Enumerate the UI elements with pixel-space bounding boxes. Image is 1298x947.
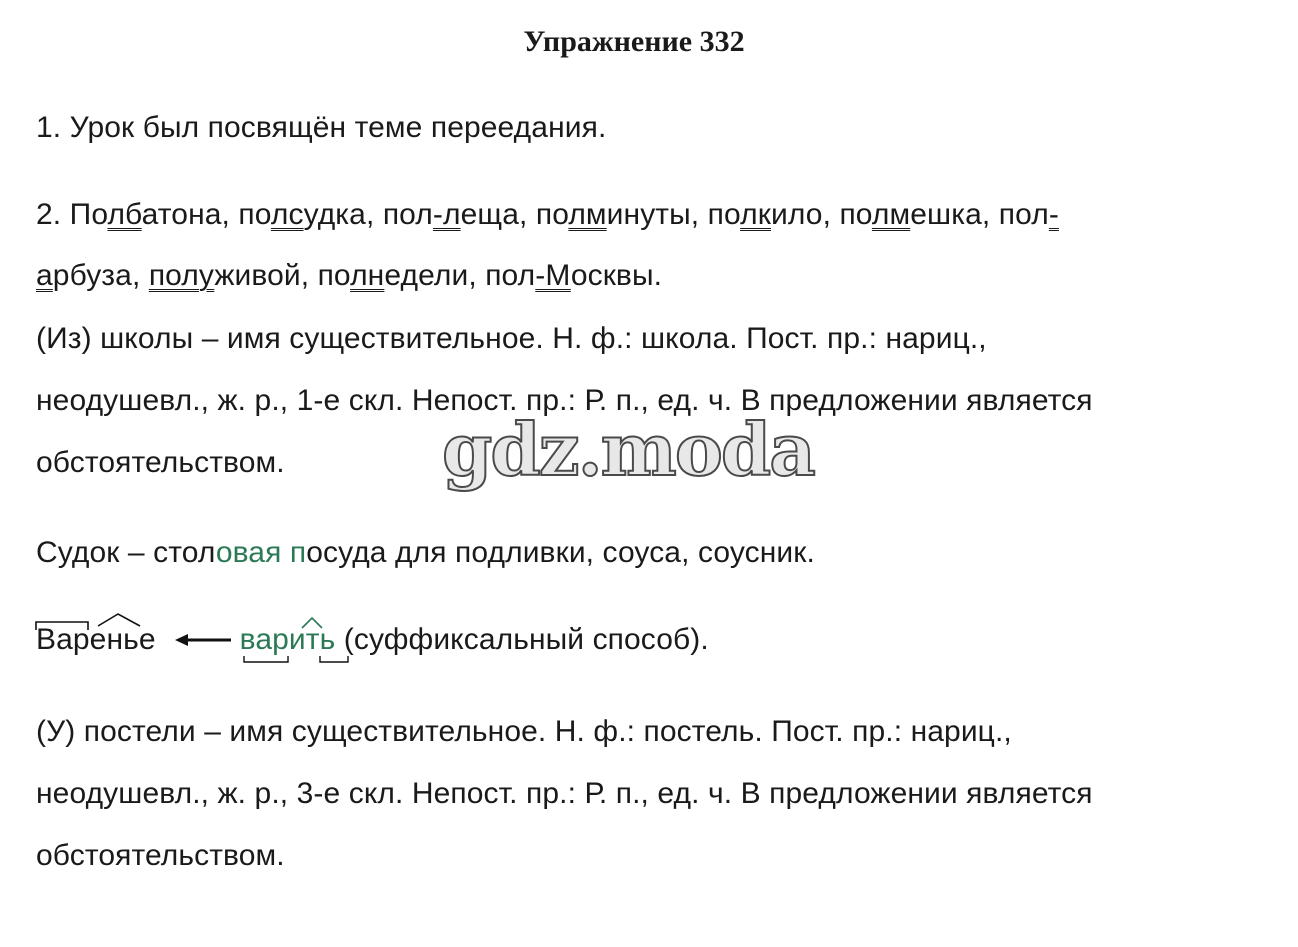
text-segment: живой, по: [214, 259, 351, 292]
text-segment: ешка, пол: [910, 198, 1049, 231]
left-arrow-icon: [175, 629, 233, 651]
sentence-2-line-1: [36, 195, 1059, 235]
text-segment: инуты, по: [606, 198, 741, 231]
text-segment: рбуза,: [52, 259, 149, 292]
underlined-letters: лм: [871, 198, 911, 231]
text-segment: 2. По: [36, 198, 108, 231]
parse-posteli-line-3: обстоятельством.: [36, 839, 285, 872]
underlined-letters: -М: [535, 259, 571, 292]
underlined-letters: лн: [350, 259, 385, 292]
word-formation-method: (суффиксальный способ).: [335, 623, 709, 656]
sentence-2-line-2: [36, 256, 662, 296]
parse-posteli-line-1: (У) постели – имя существительное. Н. ф.: постель. Пост. пр.: нариц.,: [36, 715, 1012, 748]
exercise-title: Упражнение 332: [523, 25, 745, 58]
text-segment: осквы.: [570, 259, 663, 292]
sudok-text-green: овая п: [215, 536, 307, 569]
text-segment: атона, по: [141, 198, 271, 231]
underlined-letters: а: [36, 259, 53, 292]
parse-shkoly-line-2: неодушевл., ж. р., 1-е скл. Непост. пр.: Р. п., ед. ч. В предложении является: [36, 384, 1093, 417]
sudok-definition: [36, 533, 815, 573]
underlined-letters: -: [1048, 198, 1059, 231]
parse-shkoly-line-3: обстоятельством.: [36, 446, 285, 479]
watermark-logo: gdz.moda: [442, 407, 814, 492]
underlined-letters: полу: [148, 259, 215, 292]
underlined-letters: лм: [568, 198, 607, 231]
text-segment: ило, по: [770, 198, 872, 231]
word-varit: варить: [239, 623, 336, 656]
parse-posteli-line-2: неодушевл., ж. р., 3-е скл. Непост. пр.: Р. п., ед. ч. В предложении является: [36, 777, 1093, 810]
underlined-letters: лк: [740, 198, 771, 231]
underlined-letters: лб: [107, 198, 142, 231]
parse-shkoly-line-1: (Из) школы – имя существительное. Н. ф.: школа. Пост. пр.: нариц.,: [36, 322, 987, 355]
sudok-text-before: Судок – стол: [36, 536, 216, 569]
text-segment: едели, пол: [384, 259, 536, 292]
sentence-1: 1. Урок был посвящён теме переедания.: [36, 111, 607, 144]
text-segment: еща, по: [460, 198, 569, 231]
text-segment: удка, пол: [303, 198, 433, 231]
underlined-letters: -л: [432, 198, 461, 231]
word-formation-line: [36, 620, 709, 660]
sudok-text-after: осуда для подливки, соуса, соусник.: [306, 536, 815, 569]
underlined-letters: лс: [270, 198, 304, 231]
word-varene: Варенье: [36, 623, 156, 656]
